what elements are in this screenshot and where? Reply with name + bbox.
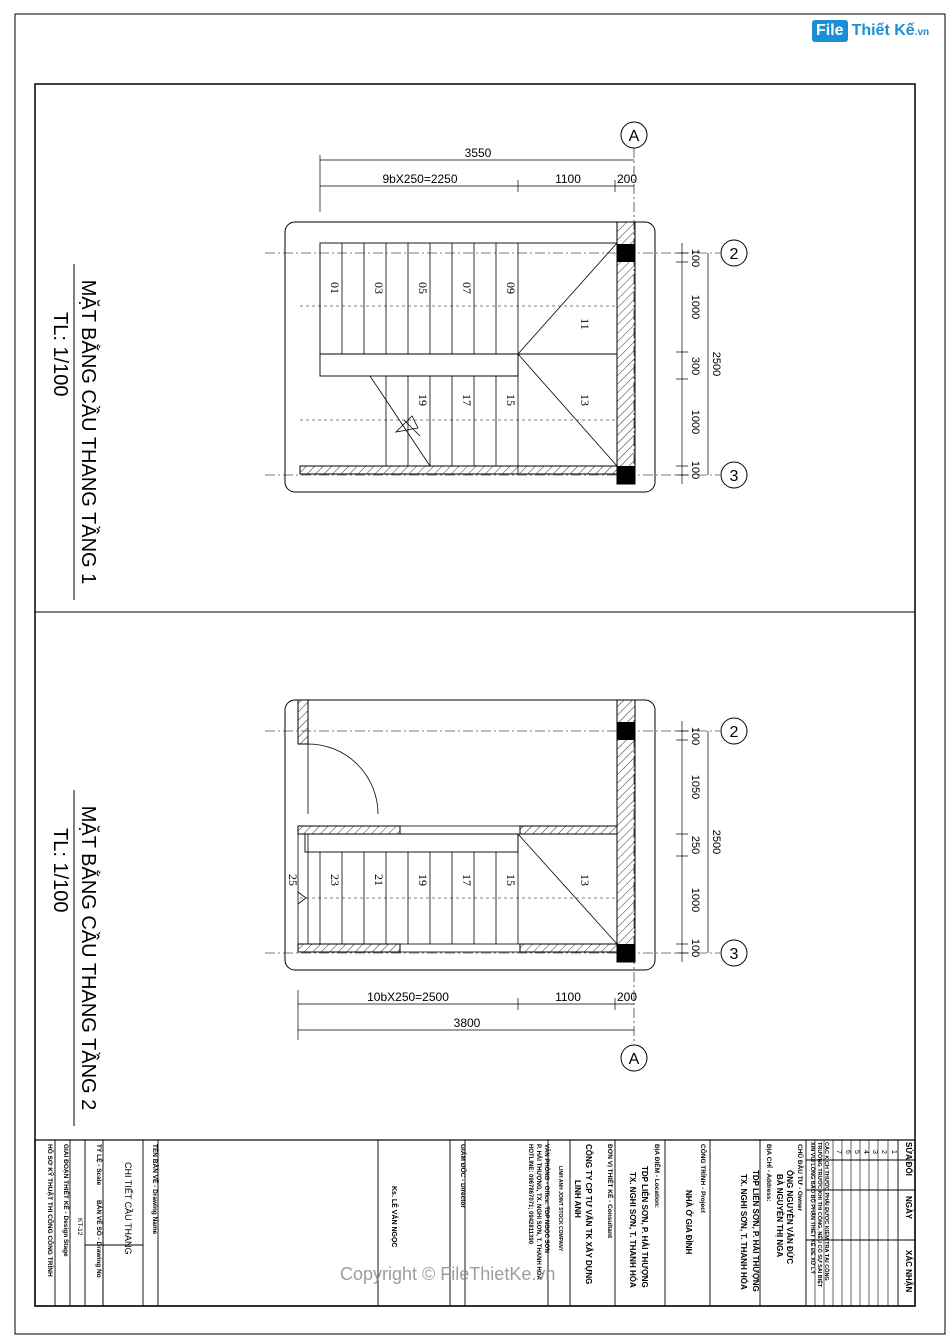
stage-value: HỒ SƠ KỸ THUẬT THI CÔNG CÔNG TRÌNH: [46, 1144, 53, 1277]
owner-label: CHỦ ĐẦU TƯ - Owner: [796, 1144, 803, 1212]
plan1-dim-side-4: 1000: [689, 409, 701, 435]
plan2-dim-side-4: 1000: [689, 887, 701, 913]
rev-row-6: 6: [844, 1150, 851, 1154]
copyright-watermark: Copyright © FileThietKe.vn: [340, 1264, 556, 1284]
plan1-axis-a-label: A: [628, 128, 640, 145]
plan1-dim-side-1: 100: [689, 248, 701, 268]
drawing-no: KT-12: [76, 1218, 83, 1236]
scale-label: TỶ LỆ - Scale: [95, 1144, 102, 1186]
rev-col-confirm: XÁC NHẬN: [904, 1250, 913, 1293]
engineer-name: Ks. LÊ VĂN NGỌC: [390, 1186, 397, 1248]
location-label: ĐỊA ĐIỂM - Location:: [653, 1144, 660, 1209]
rev-row-5: 5: [853, 1150, 860, 1154]
plan1-axis-3-label: 3: [729, 468, 739, 485]
drawing-name-label: TÊN BẢN VẼ - Drawing Name: [151, 1144, 158, 1235]
plan1-dim-wall: 200: [616, 172, 638, 186]
rev-row-7: 7: [835, 1150, 842, 1154]
plan2-outline: [285, 700, 655, 970]
plan2-wall-left-stub: [298, 700, 308, 744]
address-label: ĐỊA CHỈ - Address:: [765, 1144, 772, 1202]
plan2-step-17: 17: [460, 874, 474, 886]
rev-col-rev: SỬA ĐỔI: [904, 1142, 913, 1176]
plan1-dim-side-3: 300: [689, 356, 701, 376]
location-line-2: TX. NGHI SƠN, T. THANH HÓA: [628, 1172, 637, 1288]
rev-col-date: NGÀY: [904, 1196, 913, 1220]
consultant-label: ĐƠN VỊ THIẾT KẾ - Consultant: [606, 1144, 613, 1239]
plan2-dim-wall: 200: [616, 990, 638, 1004]
plan-floor-1: [49, 122, 747, 600]
company-line-1: CÔNG TY CP TƯ VẤN TK XÂY DỰNG: [584, 1144, 593, 1285]
plan2-step-15: 15: [504, 874, 518, 886]
plan2-step-13: 13: [578, 874, 592, 886]
plan2-step-19: 19: [416, 874, 430, 886]
stage-label: GIAI ĐOẠN THIẾT KẾ - Design Stage: [62, 1144, 69, 1257]
plan1-step-03: 03: [372, 282, 386, 294]
plan1-title: MẶT BẰNG CẦU THANG TẦNG 1: [77, 279, 99, 585]
project-label: CÔNG TRÌNH - Project: [699, 1144, 706, 1213]
office-line-1: VĂN PHÒNG - Office: TDP NGỌC SƠN: [543, 1144, 549, 1254]
drawing-no-label: BẢN VẼ SỐ - Drawing No: [95, 1200, 102, 1278]
plan2-dim-total: 3800: [453, 1016, 481, 1030]
address-line-2: TX. NGHI SƠN, T. THANH HÓA: [739, 1174, 748, 1290]
sheet-outer-border: [15, 14, 945, 1334]
plan2-axis-2-label: 2: [729, 724, 739, 741]
plan1-dim-side-2: 1000: [689, 294, 701, 320]
plan2-dim-side-2: 1050: [689, 774, 701, 800]
plan2-dim-side-3: 250: [689, 835, 701, 855]
plan-floor-2: [49, 700, 747, 1126]
drawing-name: CHI TIẾT CẦU THANG: [123, 1162, 133, 1255]
plan2-step-21: 21: [372, 874, 386, 886]
plan2-scale: TL: 1/100: [49, 828, 71, 913]
owner-line-1: ÔNG NGUYỄN VĂN ĐỨC: [785, 1170, 794, 1265]
office-line-3: HOTLINE: 0967867071; 0942811390: [527, 1144, 533, 1245]
plan2-dim-steps: 10bX250=2500: [367, 990, 449, 1004]
rev-row-4: 4: [862, 1150, 869, 1154]
plan1-step-15: 15: [504, 394, 518, 406]
plan1-step-05: 05: [416, 282, 430, 294]
project-name: NHÀ Ở GIA ĐÌNH: [684, 1190, 693, 1255]
sheet-inner-border: [35, 84, 915, 1306]
company-en: LINH ANH JOINT STOCK COMPANY: [557, 1166, 563, 1252]
plan2-title: MẶT BẰNG CẦU THANG TẦNG 2: [77, 805, 99, 1111]
plan2-dim-side-total: 2500: [710, 829, 722, 855]
director-label: GIÁM ĐỐC - Director: [459, 1144, 466, 1208]
plan1-dim-side-total: 2500: [710, 351, 722, 377]
plan2-dim-side-5: 100: [689, 938, 701, 958]
company-line-2: LINH ANH: [573, 1180, 582, 1218]
plan2-dim-landing: 1100: [555, 990, 581, 1004]
plan1-step-11: 11: [578, 318, 592, 330]
logo-name: Thiết Kế.vn: [851, 22, 930, 39]
plan1-scale: TL: 1/100: [49, 312, 71, 397]
plan1-dim-total: 3550: [464, 146, 492, 160]
plan2-step-23: 23: [328, 874, 342, 886]
location-line-1: TDP LIÊN SƠN, P. HẢI THƯỢNG: [640, 1166, 649, 1288]
rev-row-3: 3: [871, 1150, 878, 1154]
plan1-dim-side-5: 100: [689, 460, 701, 480]
plan1-axis-2-label: 2: [729, 246, 739, 263]
owner-line-2: BÀ NGUYỄN THỊ NGA: [775, 1174, 784, 1258]
plan1-step-19: 19: [416, 394, 430, 406]
plan1-step-01: 01: [328, 282, 342, 294]
plan1-step-07: 07: [460, 282, 474, 294]
logo-box: File: [812, 20, 848, 42]
plan1-step-13: 13: [578, 394, 592, 406]
plan2-axis-a-label: A: [628, 1051, 640, 1068]
address-line-1: TDP LIÊN SƠN, P. HẢI THƯỢNG: [751, 1170, 760, 1292]
note-line-2: TRƯỜNG TRƯỚC KHI THI CÔNG, NẾU CÓ SỰ SAI BIỆT: [816, 1142, 822, 1288]
rev-row-1: 1: [890, 1150, 897, 1154]
rev-row-2: 2: [880, 1150, 887, 1154]
plan1-dim-landing: 1100: [555, 172, 581, 186]
plan2-axis-3-label: 3: [729, 946, 739, 963]
note-line-3: XIN VUI LÒNG BÁO BỘ PHẬN THIẾT KẾ ĐỂ XỬ LÝ: [809, 1142, 815, 1274]
plan2-dim-side-1: 100: [689, 726, 701, 746]
plan1-step-09: 09: [504, 282, 518, 294]
office-line-2: P. HẢI THƯỢNG, TX. NGHI SƠN, T. THANH HÓA: [535, 1144, 541, 1280]
note-line-1: CÁC KÍCH THƯỚC PHẢI ĐƯỢC KIỂM TRA TẠI CÔNG: [823, 1142, 829, 1281]
plan1-wall-bottom: [300, 466, 617, 474]
plan2-door-swing: [308, 744, 378, 814]
plan2-step-25: 25: [286, 874, 300, 886]
plan1-step-17: 17: [460, 394, 474, 406]
plan1-dim-steps: 9bX250=2250: [382, 172, 458, 186]
